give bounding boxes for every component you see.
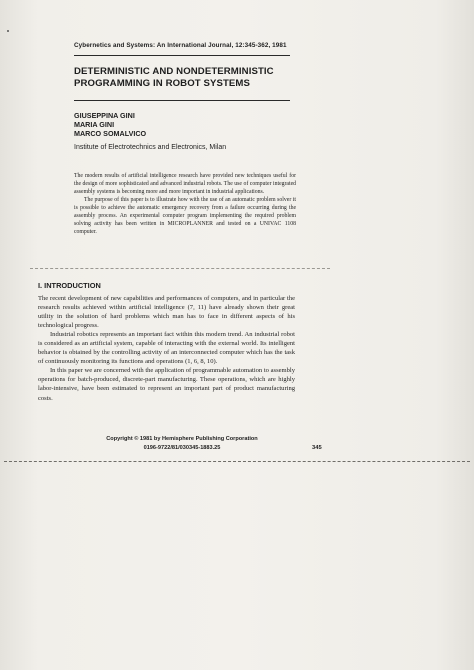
author-institute: Institute of Electrotechnics and Electronics, Milan: [74, 144, 227, 151]
author-name: GIUSEPPINA GINI: [74, 111, 135, 120]
header-rule: [74, 55, 290, 56]
author-name: MARIA GINI: [74, 120, 115, 129]
body-paragraph: The recent development of new capabilities and performances of computers, and in particular the research results achieved within artificial intelligence (7, 11) have already shown their great utility in the solution of hard problems which man has to face in different aspects of his technological progress.: [38, 295, 295, 330]
title-rule: [74, 100, 290, 101]
section-divider: [30, 268, 330, 269]
author-name: MARCO SOMALVICO: [74, 129, 147, 138]
journal-header: Cybernetics and Systems: An International Journal, 12:345-362, 1981: [74, 42, 287, 49]
author-list: [74, 111, 274, 138]
abstract-paragraph: The modern results of artificial intelligence research have provided new techniques useful for the design of more sophisticated and advanced industrial robots. The use of computer integrated assembly systems is becoming more and more important in industrial applications.: [74, 173, 296, 195]
article-title: [74, 66, 334, 90]
body-paragraph: Industrial robotics represents an important fact within this modern trend. An industrial robot is considered as an artificial system, capable of interacting with the external world. Its intelligent behavior is obtained by the controlling activity of an interconnected computer which has the task of continuously monitoring its functions and operations (1, 6, 8, 10).: [38, 331, 295, 366]
body-paragraph: In this paper we are concerned with the application of programmable automation to assembly operations for batch-produced, discrete-part manufacturing. These operations, which are highly labor-intensive, have been estimated to represent an important part of product manufacturing costs.: [38, 367, 295, 402]
title-line: DETERMINISTIC AND NONDETERMINISTIC: [74, 66, 274, 77]
scan-speck: [7, 30, 9, 32]
scan-edge-line: [4, 461, 470, 462]
copyright-line: Copyright © 1981 by Hemisphere Publishing Corporation: [106, 436, 258, 442]
title-line: PROGRAMMING IN ROBOT SYSTEMS: [74, 78, 251, 89]
section-heading: I. INTRODUCTION: [38, 281, 101, 290]
abstract-paragraph: The purpose of this paper is to illustrate how with the use of an automatic problem solver it is possible to achieve the automatic emergency recovery from a failure occurring during the assembly process. An experimental computer program implementing the required problem solving activity has been written in MICROPLANNER and tested on a UNIVAC 1108 computer.: [74, 197, 296, 235]
abstract: [74, 172, 296, 236]
page-number: 345: [312, 445, 322, 451]
introduction-body: [38, 294, 295, 403]
issn-line: 0196-9722/81/030345-1883.25: [143, 445, 221, 451]
